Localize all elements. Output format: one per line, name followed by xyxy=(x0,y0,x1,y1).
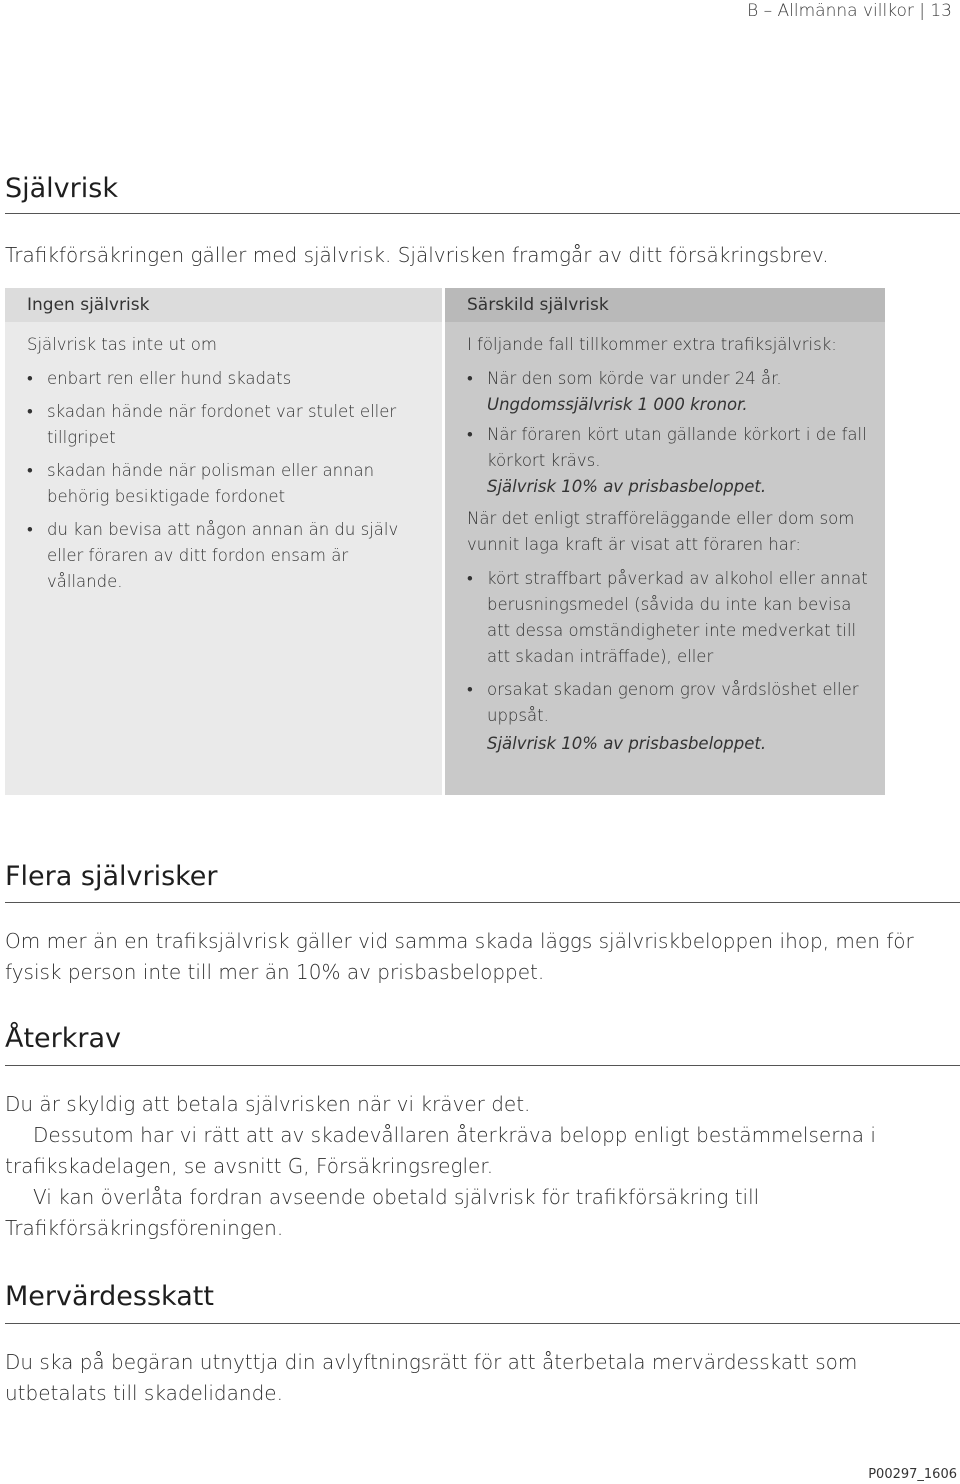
box-lead: I följande fall tillkommer extra trafiksjälvrisk: xyxy=(467,335,837,354)
bullet-list xyxy=(27,366,428,595)
running-header: B – Allmänna villkor | 13 xyxy=(747,1,952,21)
box-ingen-sjalvrisk xyxy=(5,288,442,795)
box-lead: Självrisk tas inte ut om xyxy=(27,335,217,354)
sjalvrisk-intro: Trafikförsäkringen gäller med självrisk. Självrisken framgår av ditt försäkringsbrev. xyxy=(5,243,829,267)
list-item: • När den som körde var under 24 år. Ungdomssjälvrisk 1 000 kronor. xyxy=(467,366,871,418)
aterkrav-p3: Vi kan överlåta fordran avseende obetald självrisk för trafikförsäkring till Trafikförsäkringsföreningen. xyxy=(5,1185,760,1240)
section-title-sjalvrisk: Självrisk xyxy=(5,173,118,204)
aterkrav-p1: Du är skyldig att betala självrisken när vi kräver det. xyxy=(5,1092,531,1116)
document-code: P00297_1606 xyxy=(868,1467,957,1482)
box-sarskild-sjalvrisk xyxy=(445,288,885,795)
divider xyxy=(5,902,960,903)
item-note: Självrisk 10% av prisbasbeloppet. xyxy=(487,477,767,496)
divider xyxy=(5,1323,960,1324)
divider xyxy=(5,1065,960,1066)
bullet-icon: • xyxy=(27,520,33,539)
list-item: • När föraren kört utan gällande körkort i de fall körkort krävs. Självrisk 10% av prisbasbeloppet. xyxy=(467,422,871,500)
bullet-icon: • xyxy=(467,680,473,699)
list-item: • du kan bevisa att någon annan än du själv eller föraren av ditt fordon ensam är vållande. xyxy=(27,517,428,595)
box-body xyxy=(5,322,442,595)
bullet-list xyxy=(467,366,871,500)
bullet-list xyxy=(467,566,871,729)
aterkrav-p2: Dessutom har vi rätt att av skadevållaren återkräva belopp enligt bestämmelserna i trafikskadelagen, se avsnitt G, Försäkringsregler. xyxy=(5,1123,876,1178)
bullet-icon: • xyxy=(27,369,33,388)
bullet-icon: • xyxy=(27,461,33,480)
bullet-icon: • xyxy=(467,569,473,588)
list-item: • skadan hände när fordonet var stulet eller tillgripet xyxy=(27,399,428,451)
aterkrav-text xyxy=(5,1089,955,1244)
bullet-icon: • xyxy=(467,369,473,388)
moms-text: Du ska på begäran utnyttja din avlyftningsrätt för att återbetala mervärdesskatt som utbetalats till skadelidande. xyxy=(5,1350,858,1405)
section-title-aterkrav: Återkrav xyxy=(5,1023,122,1054)
list-item: • skadan hände när polisman eller annan behörig besiktigade fordonet xyxy=(27,458,428,510)
flera-text: Om mer än en trafiksjälvrisk gäller vid samma skada läggs självriskbeloppen ihop, men för fysisk person inte till mer än 10% av prisbasbeloppet. xyxy=(5,929,914,984)
box-body xyxy=(445,322,885,757)
item-note: Självrisk 10% av prisbasbeloppet. xyxy=(487,734,767,753)
bullet-icon: • xyxy=(467,425,473,444)
list-item: • kört straffbart påverkad av alkohol eller annat berusningsmedel (såvida du inte kan bevisa att dessa omständigheter inte medverkat till att skadan inträffade), eller xyxy=(467,566,871,670)
section-title-flera: Flera självrisker xyxy=(5,861,218,892)
box-heading: Särskild självrisk xyxy=(445,288,885,322)
section-title-moms: Mervärdesskatt xyxy=(5,1281,214,1312)
bullet-icon: • xyxy=(27,402,33,421)
item-note: Ungdomssjälvrisk 1 000 kronor. xyxy=(487,395,748,414)
divider xyxy=(5,213,960,214)
box-lead-2: När det enligt strafföreläggande eller dom som vunnit laga kraft är visat att föraren har: xyxy=(467,509,855,554)
list-item: • orsakat skadan genom grov vårdslöshet eller uppsåt. xyxy=(467,677,871,729)
list-item: • enbart ren eller hund skadats xyxy=(27,366,428,392)
box-heading: Ingen självrisk xyxy=(5,288,442,322)
